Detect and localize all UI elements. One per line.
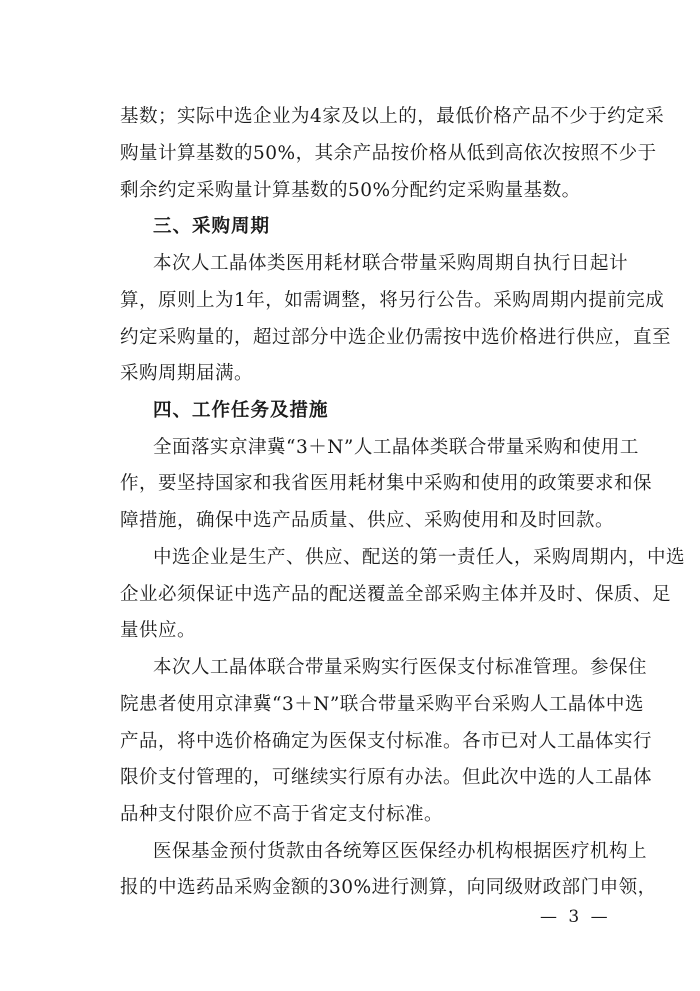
body-line: 企业必须保证中选产品的配送覆盖全部采购主体并及时、保质、足 [120, 584, 672, 605]
body-line: 剩余约定采购量计算基数的50%分配约定采购量基数。 [120, 180, 581, 201]
body-line: 量供应。 [120, 620, 197, 641]
section-heading: 三、采购周期 [153, 216, 271, 237]
body-line: 约定采购量的，超过部分中选企业仍需按中选价格进行供应，直至 [120, 327, 672, 348]
paragraph-first-line: 本次人工晶体联合带量采购实行医保支付标准管理。参保住 [153, 657, 648, 678]
body-line: 产品，将中选价格确定为医保支付标准。各市已对人工晶体实行 [120, 731, 653, 752]
body-line: 算，原则上为1年，如需调整，将另行公告。采购周期内提前完成 [120, 290, 665, 311]
paragraph-first-line: 医保基金预付货款由各统筹区医保经办机构根据医疗机构上 [153, 841, 648, 862]
body-line: 障措施，确保中选产品质量、供应、采购使用和及时回款。 [120, 510, 615, 531]
paragraph-first-line: 本次人工晶体类医用耗材联合带量采购周期自执行日起计 [153, 253, 629, 274]
body-line: 院患者使用京津冀“3＋N”联合带量采购平台采购人工晶体中选 [120, 694, 644, 715]
body-line: 作，要坚持国家和我省医用耗材集中采购和使用的政策要求和保 [120, 473, 653, 494]
body-line: 报的中选药品采购金额的30%进行测算，向同级财政部门申领， [120, 877, 657, 898]
body-line: 限价支付管理的，可继续实行原有办法。但此次中选的人工晶体 [120, 767, 653, 788]
body-line: 品种支付限价应不高于省定支付标准。 [120, 804, 444, 825]
body-line: 采购周期届满。 [120, 363, 254, 384]
paragraph-first-line: 全面落实京津冀“3＋N”人工晶体类联合带量采购和使用工 [153, 437, 639, 458]
section-heading: 四、工作任务及措施 [153, 400, 329, 421]
body-line: 基数；实际中选企业为4家及以上的，最低价格产品不少于约定采 [120, 106, 665, 127]
page-number: — 3 — [540, 907, 611, 927]
body-line: 购量计算基数的50%，其余产品按价格从低到高依次按照不少于 [120, 143, 657, 164]
paragraph-first-line: 中选企业是生产、供应、配送的第一责任人，采购周期内，中选 [153, 547, 686, 568]
